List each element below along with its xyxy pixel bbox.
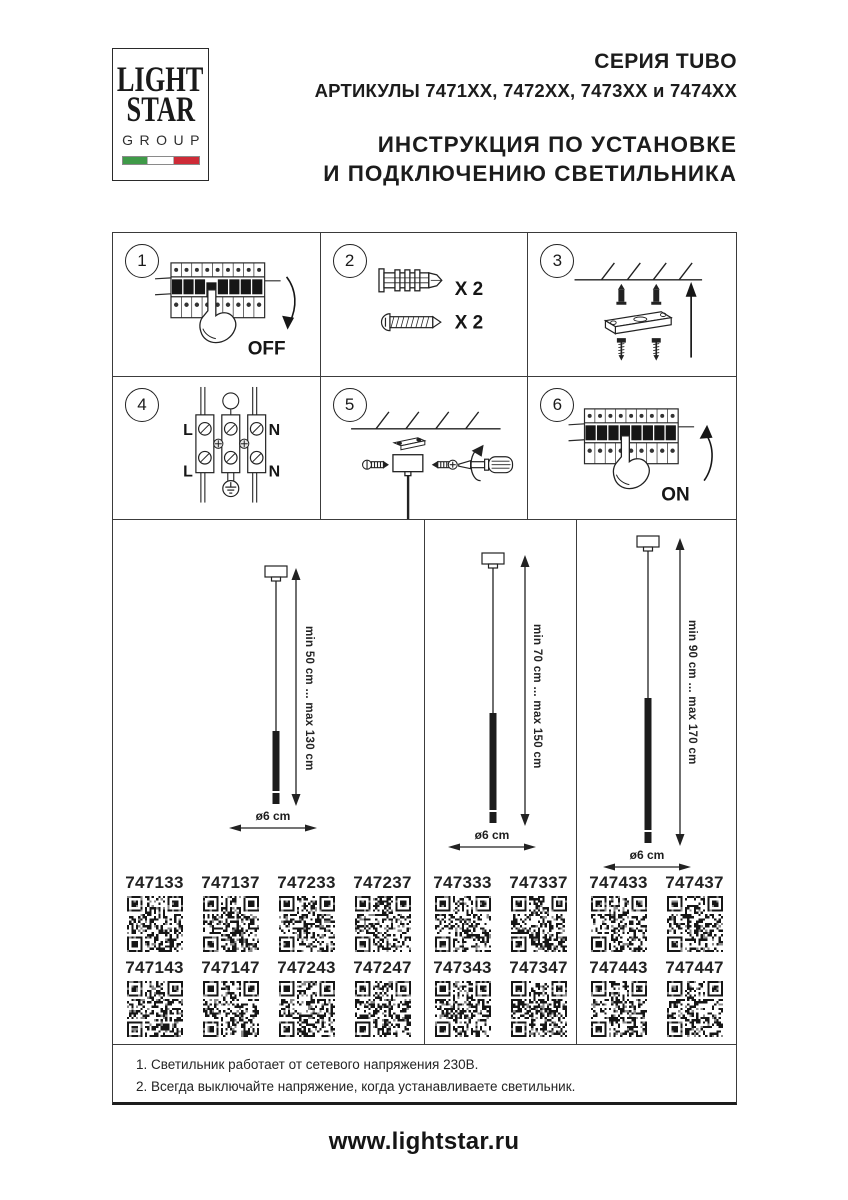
qr-code <box>279 896 335 952</box>
article-codes <box>425 873 576 1043</box>
turn-off-arrow-icon <box>287 277 295 323</box>
step-6-cell <box>528 377 736 521</box>
article-item <box>195 873 266 952</box>
lightstar-logo <box>112 48 209 181</box>
article-number: 747343 <box>433 958 492 977</box>
website-url: www.lightstar.ru <box>328 1128 520 1155</box>
pendant-lamp-diagram <box>577 520 736 873</box>
article-number: 747137 <box>201 873 260 892</box>
product-variant-90-170 <box>577 520 736 1044</box>
article-number: 747433 <box>589 873 648 892</box>
product-variant-50-130 <box>113 520 425 1044</box>
wire-label-l-top: L <box>183 421 193 439</box>
pendant-lamp-diagram <box>425 520 577 873</box>
article-number: 747337 <box>509 873 568 892</box>
article-number: 747247 <box>353 958 412 977</box>
article-item <box>347 873 418 952</box>
flag-white <box>147 157 174 164</box>
qr-code <box>355 981 411 1037</box>
article-item <box>659 873 730 952</box>
product-variant-70-150 <box>425 520 577 1044</box>
article-item <box>119 873 190 952</box>
page-title-line2: И ПОДКЛЮЧЕНИЮ СВЕТИЛЬНИКА <box>323 161 737 187</box>
wire-label-l-bottom: L <box>183 463 193 481</box>
logo-word-light: LIGHT <box>117 60 204 100</box>
qr-code <box>435 896 491 952</box>
document-header <box>315 50 737 189</box>
flag-red <box>174 157 199 164</box>
screw-qty-label: X 2 <box>454 312 483 334</box>
article-number: 747143 <box>125 958 184 977</box>
article-item <box>195 958 266 1037</box>
qr-code <box>127 981 183 1037</box>
article-number: 747437 <box>665 873 724 892</box>
screwdriver-icon <box>458 456 512 472</box>
height-range-label: min 50 cm ... max 130 cm <box>303 626 315 771</box>
qr-code <box>511 981 567 1037</box>
article-item <box>271 958 342 1037</box>
article-number: 747133 <box>125 873 184 892</box>
step-5-cell <box>321 377 529 521</box>
anchor-qty-label: X 2 <box>454 278 483 300</box>
qr-code <box>591 896 647 952</box>
step-number: 6 <box>540 388 574 422</box>
article-item <box>347 958 418 1037</box>
logo-word-star: STAR <box>126 90 195 131</box>
page-title <box>315 130 737 189</box>
article-number: 747237 <box>353 873 412 892</box>
article-item <box>427 873 498 952</box>
article-item <box>503 873 574 952</box>
step-3-cell <box>528 233 736 377</box>
article-number: 747447 <box>665 958 724 977</box>
height-range-label: min 70 cm ... max 150 cm <box>531 624 543 769</box>
article-item <box>427 958 498 1037</box>
safety-notes <box>113 1044 736 1102</box>
flag-green <box>123 157 148 164</box>
qr-code <box>435 981 491 1037</box>
diameter-label: ø6 cm <box>474 828 510 842</box>
article-number: 747233 <box>277 873 336 892</box>
qr-code <box>127 896 183 952</box>
step-number: 1 <box>125 244 159 278</box>
qr-code <box>355 896 411 952</box>
turn-on-arrow-icon <box>704 432 712 480</box>
series-title: СЕРИЯ TUBO <box>594 50 737 73</box>
product-variants <box>113 520 736 1044</box>
wire-label-n-top: N <box>268 421 281 439</box>
wire-label-n-bottom: N <box>268 463 281 481</box>
articles-line: АРТИКУЛЫ 7471ХХ, 7472ХХ, 7473ХХ и 7474ХХ <box>314 80 737 101</box>
step-1-cell <box>113 233 321 377</box>
logo-word-group: GROUP <box>122 131 206 148</box>
qr-code <box>667 981 723 1037</box>
article-item <box>659 958 730 1037</box>
article-number: 747333 <box>433 873 492 892</box>
step-number: 3 <box>540 244 574 278</box>
instruction-table <box>112 232 737 1105</box>
qr-code <box>203 981 259 1037</box>
on-label: ON <box>661 484 690 506</box>
qr-code <box>203 896 259 952</box>
step-2-cell <box>321 233 529 377</box>
article-item <box>271 873 342 952</box>
article-item <box>119 958 190 1037</box>
qr-code <box>279 981 335 1037</box>
diameter-label: ø6 cm <box>255 809 291 823</box>
article-item <box>503 958 574 1037</box>
article-codes <box>577 873 736 1043</box>
off-label: OFF <box>247 338 286 360</box>
article-item <box>583 958 654 1037</box>
article-codes <box>113 873 424 1043</box>
note-line-2: 2. Всегда выключайте напряжение, когда устанавливаете светильник. <box>136 1078 576 1094</box>
article-item <box>583 873 654 952</box>
step-number: 4 <box>125 388 159 422</box>
article-number: 747243 <box>277 958 336 977</box>
article-number: 747347 <box>509 958 568 977</box>
qr-code <box>667 896 723 952</box>
height-range-label: min 90 cm ... max 170 cm <box>686 620 698 765</box>
step-4-cell <box>113 377 321 521</box>
note-line-1: 1. Светильник работает от сетевого напряжения 230В. <box>136 1057 479 1072</box>
article-number: 747147 <box>201 958 260 977</box>
italian-flag-icon <box>122 156 200 165</box>
installation-steps <box>113 233 736 520</box>
qr-code <box>591 981 647 1037</box>
qr-code <box>511 896 567 952</box>
step-number: 2 <box>333 244 367 278</box>
article-number: 747443 <box>589 958 648 977</box>
page-title-line1: ИНСТРУКЦИЯ ПО УСТАНОВКЕ <box>377 132 737 157</box>
diameter-label: ø6 cm <box>629 848 665 862</box>
step-number: 5 <box>333 388 367 422</box>
